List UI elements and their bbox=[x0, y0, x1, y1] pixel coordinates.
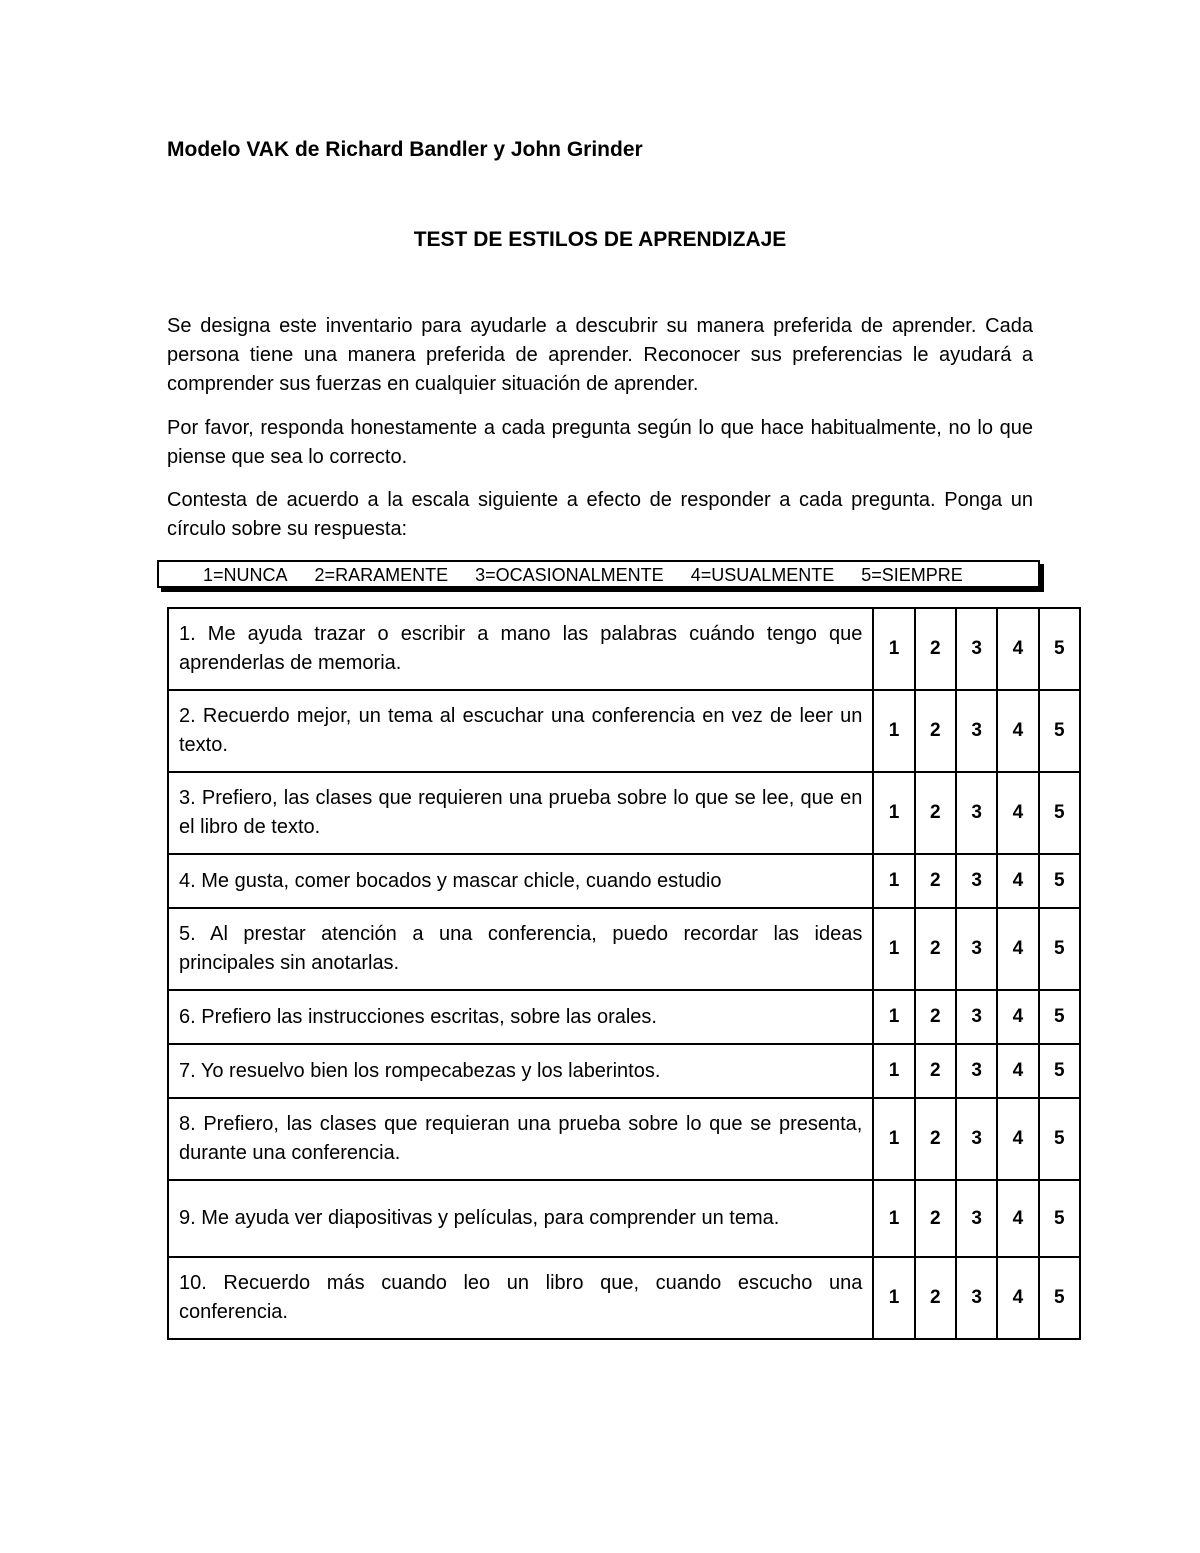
question-text: 10. Recuerdo más cuando leo un libro que, cuando escucho una conferencia. bbox=[168, 1257, 873, 1339]
question-row bbox=[168, 608, 1080, 690]
rating-option-2[interactable]: 2 bbox=[915, 990, 956, 1044]
question-text: 4. Me gusta, comer bocados y mascar chicle, cuando estudio bbox=[168, 854, 873, 908]
rating-option-5[interactable]: 5 bbox=[1039, 1098, 1080, 1180]
rating-option-3[interactable]: 3 bbox=[956, 608, 997, 690]
question-row bbox=[168, 772, 1080, 854]
rating-option-1[interactable]: 1 bbox=[873, 1180, 914, 1257]
scale-item: 4=USUALMENTE bbox=[690, 565, 835, 585]
rating-option-1[interactable]: 1 bbox=[873, 1098, 914, 1180]
rating-option-2[interactable]: 2 bbox=[915, 1257, 956, 1339]
rating-option-4[interactable]: 4 bbox=[997, 908, 1038, 990]
rating-option-2[interactable]: 2 bbox=[915, 1180, 956, 1257]
question-row bbox=[168, 1098, 1080, 1180]
rating-option-4[interactable]: 4 bbox=[997, 990, 1038, 1044]
questions-table bbox=[167, 607, 1081, 1340]
rating-option-3[interactable]: 3 bbox=[956, 1180, 997, 1257]
rating-option-3[interactable]: 3 bbox=[956, 772, 997, 854]
document-subtitle: Modelo VAK de Richard Bandler y John Grinder bbox=[167, 138, 643, 161]
question-row bbox=[168, 854, 1080, 908]
rating-option-5[interactable]: 5 bbox=[1039, 1044, 1080, 1098]
rating-option-2[interactable]: 2 bbox=[915, 908, 956, 990]
question-row bbox=[168, 690, 1080, 772]
question-row bbox=[168, 1257, 1080, 1339]
rating-option-5[interactable]: 5 bbox=[1039, 854, 1080, 908]
rating-option-1[interactable]: 1 bbox=[873, 1257, 914, 1339]
rating-option-5[interactable]: 5 bbox=[1039, 908, 1080, 990]
question-row bbox=[168, 1180, 1080, 1257]
rating-option-4[interactable]: 4 bbox=[997, 1180, 1038, 1257]
rating-option-5[interactable]: 5 bbox=[1039, 608, 1080, 690]
question-text: 7. Yo resuelvo bien los rompecabezas y los laberintos. bbox=[168, 1044, 873, 1098]
rating-option-5[interactable]: 5 bbox=[1039, 990, 1080, 1044]
rating-option-1[interactable]: 1 bbox=[873, 990, 914, 1044]
question-text: 6. Prefiero las instrucciones escritas, sobre las orales. bbox=[168, 990, 873, 1044]
page-title: TEST DE ESTILOS DE APRENDIZAJE bbox=[413, 228, 787, 251]
question-text: 2. Recuerdo mejor, un tema al escuchar una conferencia en vez de leer un texto. bbox=[168, 690, 873, 772]
rating-option-3[interactable]: 3 bbox=[956, 908, 997, 990]
rating-option-4[interactable]: 4 bbox=[997, 1098, 1038, 1180]
rating-option-4[interactable]: 4 bbox=[997, 690, 1038, 772]
rating-option-5[interactable]: 5 bbox=[1039, 1257, 1080, 1339]
rating-option-2[interactable]: 2 bbox=[915, 1044, 956, 1098]
intro-paragraph-1: Se designa este inventario para ayudarle a descubrir su manera preferida de aprender. Cada persona tiene una manera preferida de aprender. Reconocer sus preferencias le ayudará a comprender sus fuerzas en cualquier situación de aprender. bbox=[167, 315, 1033, 395]
rating-option-5[interactable]: 5 bbox=[1039, 1180, 1080, 1257]
rating-option-3[interactable]: 3 bbox=[956, 854, 997, 908]
rating-option-3[interactable]: 3 bbox=[956, 1257, 997, 1339]
scale-item: 3=OCASIONALMENTE bbox=[475, 565, 664, 585]
rating-scale-legend bbox=[157, 560, 1040, 588]
rating-option-3[interactable]: 3 bbox=[956, 1044, 997, 1098]
rating-option-1[interactable]: 1 bbox=[873, 854, 914, 908]
rating-option-3[interactable]: 3 bbox=[956, 990, 997, 1044]
question-text: 3. Prefiero, las clases que requieren una prueba sobre lo que se lee, que en el libro de texto. bbox=[168, 772, 873, 854]
rating-option-1[interactable]: 1 bbox=[873, 772, 914, 854]
rating-option-3[interactable]: 3 bbox=[956, 1098, 997, 1180]
rating-option-4[interactable]: 4 bbox=[997, 1257, 1038, 1339]
rating-option-2[interactable]: 2 bbox=[915, 1098, 956, 1180]
rating-option-1[interactable]: 1 bbox=[873, 1044, 914, 1098]
scale-item: 1=NUNCA bbox=[203, 565, 288, 585]
scale-item: 2=RARAMENTE bbox=[314, 565, 449, 585]
rating-option-4[interactable]: 4 bbox=[997, 1044, 1038, 1098]
scale-item: 5=SIEMPRE bbox=[861, 565, 963, 585]
rating-option-5[interactable]: 5 bbox=[1039, 772, 1080, 854]
question-row bbox=[168, 1044, 1080, 1098]
intro-paragraph-2: Por favor, responda honestamente a cada pregunta según lo que hace habitualmente, no lo que piense que sea lo correcto. bbox=[167, 417, 1033, 468]
question-row bbox=[168, 990, 1080, 1044]
rating-option-1[interactable]: 1 bbox=[873, 690, 914, 772]
rating-option-1[interactable]: 1 bbox=[873, 608, 914, 690]
intro-paragraph-3: Contesta de acuerdo a la escala siguiente a efecto de responder a cada pregunta. Ponga un círculo sobre su respuesta: bbox=[167, 489, 1033, 540]
rating-option-4[interactable]: 4 bbox=[997, 608, 1038, 690]
rating-option-2[interactable]: 2 bbox=[915, 854, 956, 908]
rating-option-1[interactable]: 1 bbox=[873, 908, 914, 990]
question-text: 9. Me ayuda ver diapositivas y películas, para comprender un tema. bbox=[168, 1180, 873, 1257]
question-row bbox=[168, 908, 1080, 990]
question-text: 1. Me ayuda trazar o escribir a mano las palabras cuándo tengo que aprenderlas de memoria. bbox=[168, 608, 873, 690]
rating-option-4[interactable]: 4 bbox=[997, 854, 1038, 908]
rating-option-2[interactable]: 2 bbox=[915, 690, 956, 772]
rating-option-2[interactable]: 2 bbox=[915, 608, 956, 690]
rating-option-5[interactable]: 5 bbox=[1039, 690, 1080, 772]
question-text: 8. Prefiero, las clases que requieran una prueba sobre lo que se presenta, durante una conferencia. bbox=[168, 1098, 873, 1180]
rating-option-3[interactable]: 3 bbox=[956, 690, 997, 772]
rating-option-4[interactable]: 4 bbox=[997, 772, 1038, 854]
rating-option-2[interactable]: 2 bbox=[915, 772, 956, 854]
question-text: 5. Al prestar atención a una conferencia, puedo recordar las ideas principales sin anotarlas. bbox=[168, 908, 873, 990]
